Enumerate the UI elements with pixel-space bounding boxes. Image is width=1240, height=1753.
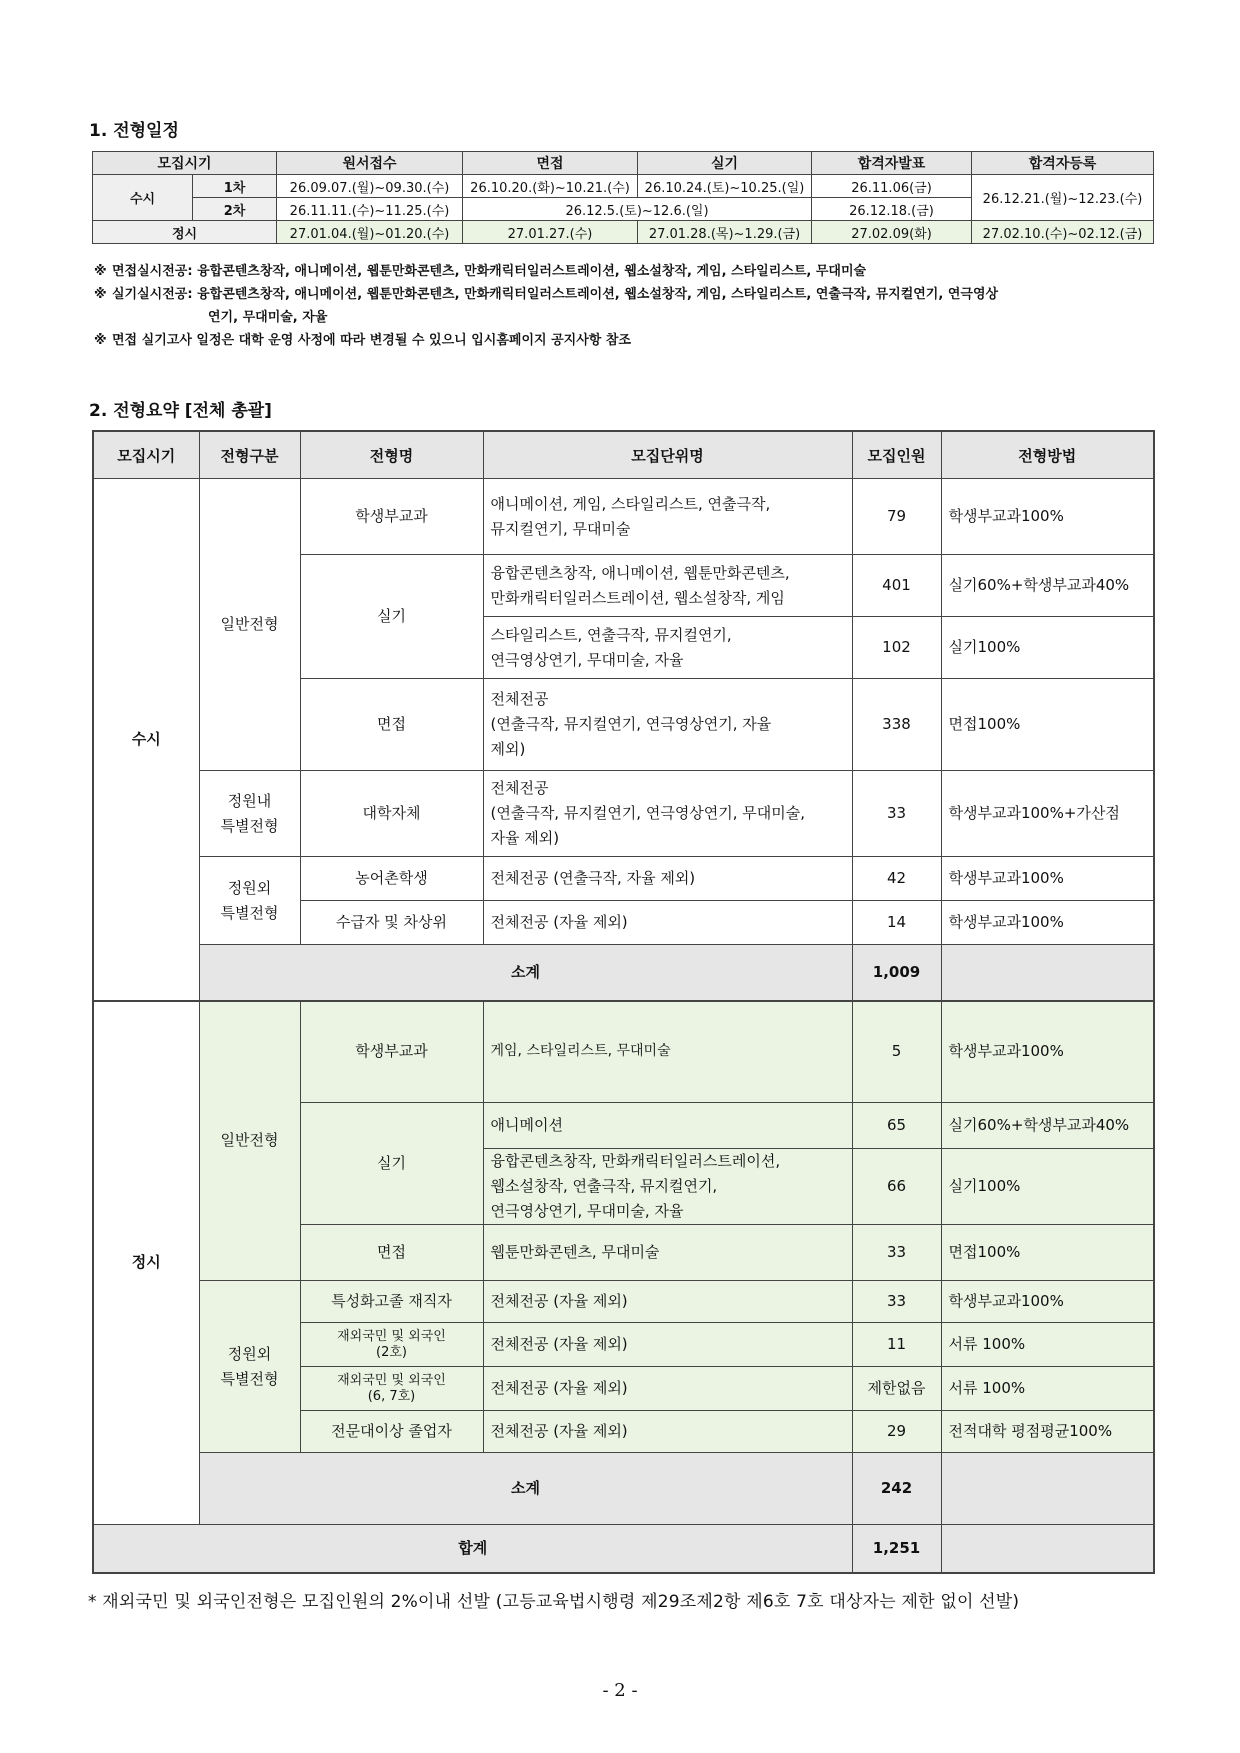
summary-table <box>92 430 1155 1574</box>
selection-method: 학생부교과100% <box>941 857 1154 901</box>
round1-announce: 26.11.06(금) <box>812 175 972 198</box>
subtotal-value: 242 <box>852 1453 941 1525</box>
recruit-count: 29 <box>852 1411 941 1453</box>
jeongsi-interview: 27.01.27.(수) <box>463 221 638 244</box>
susi-subtotal-row <box>93 945 1154 1001</box>
susi-label: 수시 <box>93 175 193 221</box>
track-name: 학생부교과 <box>300 1001 483 1103</box>
note-schedule-change <box>94 329 1164 352</box>
selection-method: 서류 100% <box>941 1367 1154 1411</box>
round1-label: 1차 <box>193 175 277 198</box>
note-marker: ※ <box>94 287 107 302</box>
track-name: 실기 <box>300 555 483 679</box>
unit-names: 애니메이션 <box>483 1103 852 1149</box>
section-title-summary: 2. 전형요약 [전체 총괄] <box>89 401 272 421</box>
selection-method: 면접100% <box>941 1225 1154 1281</box>
note-practical-majors <box>94 283 1164 306</box>
note-text: 면접 실기고사 일정은 대학 운영 사정에 따라 변경될 수 있으니 입시홈페이지 공지사항 참조 <box>112 333 631 348</box>
note-marker: ※ <box>94 264 107 279</box>
total-value: 1,251 <box>852 1525 941 1573</box>
selection-method: 학생부교과100% <box>941 1001 1154 1103</box>
jeongsi-subtotal-row <box>93 1453 1154 1525</box>
selection-method: 실기60%+학생부교과40% <box>941 1103 1154 1149</box>
recruit-count: 66 <box>852 1149 941 1225</box>
note-text: 면접실시전공: 융합콘텐츠창작, 애니메이션, 웹툰만화콘텐츠, 만화캐릭터일러스트레이션, 웹소설창작, 게임, 스타일리스트, 무대미술 <box>112 264 867 279</box>
jeongsi-apply: 27.01.04.(월)~01.20.(수) <box>277 221 463 244</box>
unit-names: 게임, 스타일리스트, 무대미술 <box>483 1001 852 1103</box>
header-category: 전형구분 <box>199 431 300 479</box>
recruit-count: 11 <box>852 1323 941 1367</box>
recruit-count: 102 <box>852 617 941 679</box>
unit-names: 융합콘텐츠창작, 만화캐릭터일러스트레이션, 웹소설창작, 연출극작, 뮤지컬연기, 연극영상연기, 무대미술, 자율 <box>483 1149 852 1225</box>
track-name: 재외국민 및 외국인 (2호) <box>300 1323 483 1367</box>
jeongsi-label: 정시 <box>93 221 277 244</box>
round2-interview-practical: 26.12.5.(토)~12.6.(일) <box>463 198 812 221</box>
header-announce: 합격자발표 <box>812 152 972 175</box>
table-row <box>93 1281 1154 1323</box>
track-name: 특성화고졸 재직자 <box>300 1281 483 1323</box>
track-name: 재외국민 및 외국인 (6, 7호) <box>300 1367 483 1411</box>
note-marker: ※ <box>94 333 107 348</box>
table-row <box>93 771 1154 857</box>
jeongsi-practical: 27.01.28.(목)~1.29.(금) <box>638 221 812 244</box>
round2-announce: 26.12.18.(금) <box>812 198 972 221</box>
subtotal-value: 1,009 <box>852 945 941 1001</box>
recruit-count: 42 <box>852 857 941 901</box>
recruit-count: 14 <box>852 901 941 945</box>
unit-names: 전체전공 (연출극작, 자율 제외) <box>483 857 852 901</box>
note-text: 실기실시전공: 융합콘텐츠창작, 애니메이션, 웹툰만화콘텐츠, 만화캐릭터일러스트레이션, 웹소설창작, 게임, 스타일리스트, 연출극작, 뮤지컬연기, 연극영상 <box>112 287 999 302</box>
susi-in-quota: 정원내 특별전형 <box>199 771 300 857</box>
round1-practical: 26.10.24.(토)~10.25.(일) <box>638 175 812 198</box>
susi-general: 일반전형 <box>199 479 300 771</box>
recruit-count: 33 <box>852 1281 941 1323</box>
track-name: 학생부교과 <box>300 479 483 555</box>
header-interview: 면접 <box>463 152 638 175</box>
track-name: 면접 <box>300 679 483 771</box>
jeongsi-announce: 27.02.09(화) <box>812 221 972 244</box>
unit-names: 전체전공 (연출극작, 뮤지컬연기, 연극영상연기, 무대미술, 자율 제외) <box>483 771 852 857</box>
header-practical: 실기 <box>638 152 812 175</box>
subtotal-label: 소계 <box>199 945 852 1001</box>
header-period: 모집시기 <box>93 431 199 479</box>
susi-round1-row <box>93 175 1154 198</box>
table-row <box>93 1001 1154 1103</box>
header-method: 전형방법 <box>941 431 1154 479</box>
header-register: 합격자등록 <box>972 152 1154 175</box>
track-name: 농어촌학생 <box>300 857 483 901</box>
selection-method: 서류 100% <box>941 1323 1154 1367</box>
unit-names: 융합콘텐츠창작, 애니메이션, 웹툰만화콘텐츠, 만화캐릭터일러스트레이션, 웹소설창작, 게임 <box>483 555 852 617</box>
recruit-count: 5 <box>852 1001 941 1103</box>
unit-names: 스타일리스트, 연출극작, 뮤지컬연기, 연극영상연기, 무대미술, 자율 <box>483 617 852 679</box>
subtotal-method-empty <box>941 945 1154 1001</box>
susi-label: 수시 <box>93 479 199 1001</box>
jeongsi-row <box>93 221 1154 244</box>
round1-apply: 26.09.07.(월)~09.30.(수) <box>277 175 463 198</box>
round2-apply: 26.11.11.(수)~11.25.(수) <box>277 198 463 221</box>
susi-register: 26.12.21.(월)~12.23.(수) <box>972 175 1154 221</box>
schedule-header-row <box>93 152 1154 175</box>
total-method-empty <box>941 1525 1154 1573</box>
header-track: 전형명 <box>300 431 483 479</box>
recruit-count: 401 <box>852 555 941 617</box>
page-number: - 2 - <box>602 1680 638 1701</box>
unit-names: 전체전공 (자율 제외) <box>483 1367 852 1411</box>
selection-method: 학생부교과100%+가산점 <box>941 771 1154 857</box>
note-interview-majors <box>94 260 1164 283</box>
total-label: 합계 <box>93 1525 852 1573</box>
unit-names: 전체전공 (자율 제외) <box>483 1281 852 1323</box>
schedule-notes <box>94 260 1164 352</box>
selection-method: 실기100% <box>941 1149 1154 1225</box>
recruit-count: 제한없음 <box>852 1367 941 1411</box>
selection-method: 실기100% <box>941 617 1154 679</box>
summary-header-row <box>93 431 1154 479</box>
selection-method: 학생부교과100% <box>941 901 1154 945</box>
susi-out-quota: 정원외 특별전형 <box>199 857 300 945</box>
subtotal-method-empty <box>941 1453 1154 1525</box>
selection-method: 학생부교과100% <box>941 1281 1154 1323</box>
jeongsi-label: 정시 <box>93 1001 199 1525</box>
recruit-count: 79 <box>852 479 941 555</box>
selection-method: 전적대학 평점평균100% <box>941 1411 1154 1453</box>
jeongsi-general: 일반전형 <box>199 1001 300 1281</box>
table-row <box>93 479 1154 555</box>
selection-method: 학생부교과100% <box>941 479 1154 555</box>
track-name: 수급자 및 차상위 <box>300 901 483 945</box>
header-period: 모집시기 <box>93 152 277 175</box>
unit-names: 웹툰만화콘텐츠, 무대미술 <box>483 1225 852 1281</box>
recruit-count: 65 <box>852 1103 941 1149</box>
unit-names: 전체전공 (자율 제외) <box>483 901 852 945</box>
round1-interview: 26.10.20.(화)~10.21.(수) <box>463 175 638 198</box>
note-practical-majors-cont: 연기, 무대미술, 자율 <box>208 310 328 325</box>
unit-names: 전체전공 (자율 제외) <box>483 1411 852 1453</box>
footnote: * 재외국민 및 외국인전형은 모집인원의 2%이내 선발 (고등교육법시행령 제29조제2항 제6호 7호 대상자는 제한 없이 선발) <box>88 1592 1020 1612</box>
header-apply: 원서접수 <box>277 152 463 175</box>
recruit-count: 33 <box>852 1225 941 1281</box>
table-row <box>93 857 1154 901</box>
header-units: 모집단위명 <box>483 431 852 479</box>
unit-names: 애니메이션, 게임, 스타일리스트, 연출극작, 뮤지컬연기, 무대미술 <box>483 479 852 555</box>
total-row <box>93 1525 1154 1573</box>
track-name: 실기 <box>300 1103 483 1225</box>
selection-method: 면접100% <box>941 679 1154 771</box>
recruit-count: 33 <box>852 771 941 857</box>
recruit-count: 338 <box>852 679 941 771</box>
jeongsi-out-quota: 정원외 특별전형 <box>199 1281 300 1453</box>
track-name: 면접 <box>300 1225 483 1281</box>
unit-names: 전체전공 (연출극작, 뮤지컬연기, 연극영상연기, 자율 제외) <box>483 679 852 771</box>
section-title-schedule: 1. 전형일정 <box>89 121 179 141</box>
unit-names: 전체전공 (자율 제외) <box>483 1323 852 1367</box>
round2-label: 2차 <box>193 198 277 221</box>
schedule-table <box>92 151 1154 244</box>
subtotal-label: 소계 <box>199 1453 852 1525</box>
track-name: 대학자체 <box>300 771 483 857</box>
header-count: 모집인원 <box>852 431 941 479</box>
track-name: 전문대이상 졸업자 <box>300 1411 483 1453</box>
selection-method: 실기60%+학생부교과40% <box>941 555 1154 617</box>
jeongsi-register: 27.02.10.(수)~02.12.(금) <box>972 221 1154 244</box>
